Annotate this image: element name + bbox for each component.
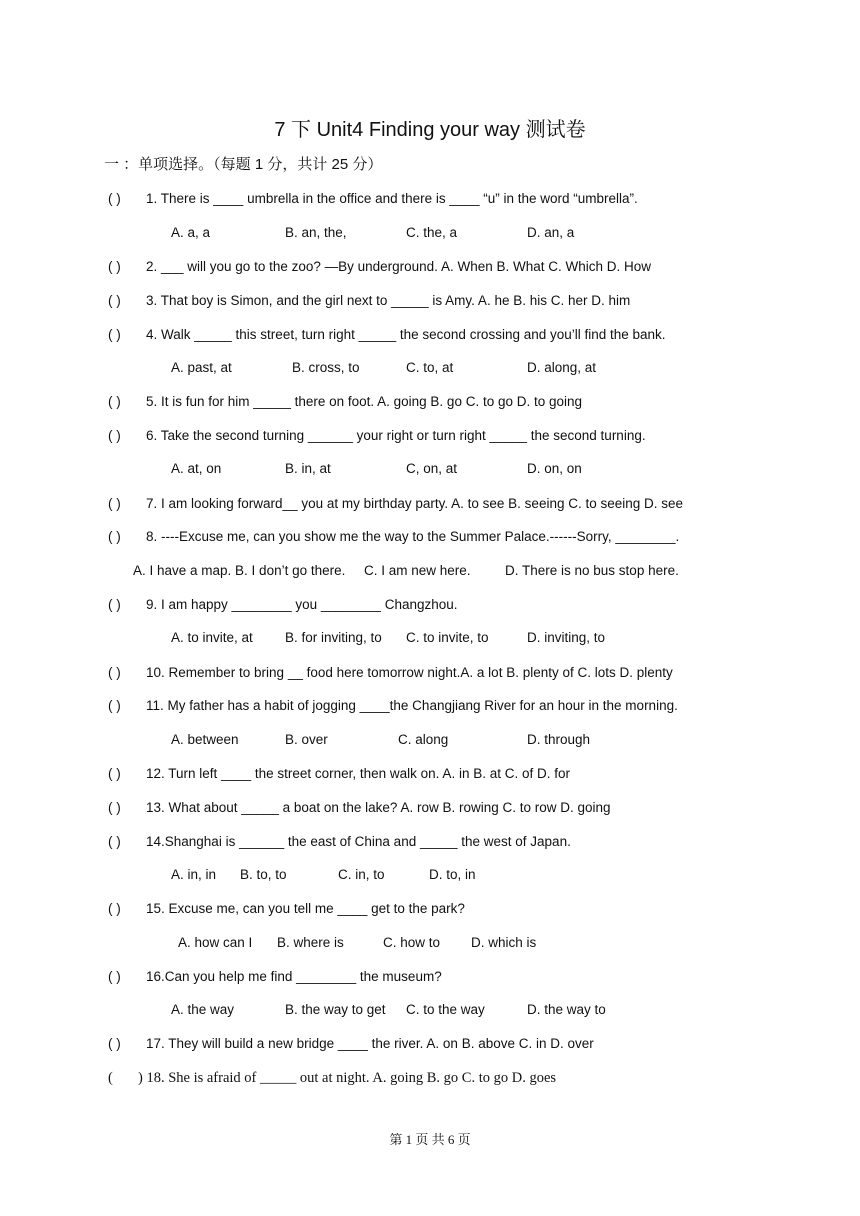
option-c: C. how to (383, 935, 441, 950)
question-text: 4. Walk _____ this street, turn right _____ the second crossing and you’ll find the bank. (146, 327, 666, 342)
answer-blank[interactable]: ( ) (108, 698, 121, 713)
option-b: B. the way to get (285, 1002, 386, 1017)
option-d: D. on, on (527, 461, 582, 476)
question-11 (108, 697, 678, 715)
option-c: C. along (398, 732, 449, 747)
answer-blank[interactable]: ( ) (108, 766, 121, 781)
option-c: C. to invite, to (406, 630, 489, 645)
option-a: A. in, in (171, 867, 217, 882)
question-text: 17. They will build a new bridge ____ the river. A. on B. above C. in D. over (146, 1036, 594, 1051)
question-18 (108, 1069, 556, 1087)
option-a: A. past, at (171, 360, 232, 375)
page-title: 7 下 Unit4 Finding your way 测试卷 (274, 119, 586, 141)
question-text: 6. Take the second turning ______ your right or turn right _____ the second turning. (146, 428, 646, 443)
question-text: 14.Shanghai is ______ the east of China and _____ the west of Japan. (146, 834, 571, 849)
question-text: 8. ----Excuse me, can you show me the way to the Summer Palace.------Sorry, ________. (146, 529, 680, 544)
question-13 (108, 799, 611, 817)
question-text: 3. That boy is Simon, and the girl next to _____ is Amy. A. he B. his C. her D. him (146, 293, 631, 308)
answer-blank[interactable]: ( ) (108, 428, 121, 443)
question-text: 1. There is ____ umbrella in the office and there is ____ “u” in the word “umbrella”. (146, 191, 638, 206)
question-text: 11. My father has a habit of jogging ____the Changjiang River for an hour in the morning. (146, 698, 678, 713)
question-text: 12. Turn left ____ the street corner, then walk on. A. in B. at C. of D. for (146, 766, 570, 781)
question-4 (108, 326, 666, 344)
answer-blank[interactable]: ( ) (108, 259, 121, 274)
option-a: A. the way (171, 1002, 235, 1017)
question-text: 7. I am looking forward__ you at my birthday party. A. to see B. seeing C. to seeing D. see (146, 496, 684, 511)
question-text: 15. Excuse me, can you tell me ____ get to the park? (146, 901, 465, 916)
answer-blank[interactable]: ( ) (108, 969, 121, 984)
option-b: B. cross, to (292, 360, 360, 375)
question-17 (108, 1035, 594, 1053)
question-10 (108, 664, 673, 682)
answer-blank[interactable]: ( ) (108, 529, 121, 544)
question-16 (108, 968, 442, 986)
question-9 (108, 596, 458, 614)
question-14 (108, 833, 571, 851)
question-text: 9. I am happy ________ you ________ Changzhou. (146, 597, 458, 612)
option-c: C. I am new here. (364, 563, 471, 578)
option-a: A. to invite, at (171, 630, 253, 645)
option-a-b: A. I have a map. B. I don’t go there. (133, 563, 346, 578)
page-footer: 第 1 页 共 6 页 (389, 1132, 471, 1147)
answer-blank[interactable]: ( (108, 1070, 113, 1086)
option-d: D. to, in (429, 867, 476, 882)
question-text: 10. Remember to bring __ food here tomorrow night.A. a lot B. plenty of C. lots D. plenty (146, 665, 673, 680)
option-d: D. an, a (527, 225, 575, 240)
option-d: D. the way to (527, 1002, 606, 1017)
question-8 (108, 528, 679, 546)
option-a: A. at, on (171, 461, 222, 476)
question-text: 2. ___ will you go to the zoo? —By underground. A. When B. What C. Which D. How (146, 259, 651, 274)
option-b: B. an, the, (285, 225, 347, 240)
option-b: B. for inviting, to (285, 630, 382, 645)
option-b: B. where is (277, 935, 344, 950)
answer-blank[interactable]: ( ) (108, 800, 121, 815)
question-12 (108, 765, 570, 783)
question-text: 13. What about _____ a boat on the lake? A. row B. rowing C. to row D. going (146, 800, 611, 815)
option-d: D. through (527, 732, 591, 747)
option-c: C. the, a (406, 225, 458, 240)
answer-blank[interactable]: ( ) (108, 901, 121, 916)
answer-blank[interactable]: ( ) (108, 665, 121, 680)
answer-blank[interactable]: ( ) (108, 496, 121, 511)
answer-blank[interactable]: ( ) (108, 191, 121, 206)
option-a: A. between (171, 732, 239, 747)
option-c: C, on, at (406, 461, 458, 476)
answer-blank[interactable]: ( ) (108, 327, 121, 342)
question-text: 16.Can you help me find ________ the museum? (146, 969, 442, 984)
question-text: ) 18. She is afraid of _____ out at night. A. going B. go C. to go D. goes (138, 1070, 557, 1086)
option-b: B. in, at (285, 461, 331, 476)
option-a: A. a, a (171, 225, 211, 240)
option-b: B. to, to (240, 867, 287, 882)
answer-blank[interactable]: ( ) (108, 1036, 121, 1051)
answer-blank[interactable]: ( ) (108, 293, 121, 308)
question-15 (108, 900, 465, 918)
question-7 (108, 495, 683, 513)
question-5 (108, 393, 582, 411)
question-2 (108, 258, 651, 276)
option-c: C. to, at (406, 360, 454, 375)
answer-blank[interactable]: ( ) (108, 394, 121, 409)
option-d: D. along, at (527, 360, 597, 375)
question-6 (108, 427, 646, 445)
answer-blank[interactable]: ( ) (108, 597, 121, 612)
answer-blank[interactable]: ( ) (108, 834, 121, 849)
option-d: D. There is no bus stop here. (505, 563, 679, 578)
option-c: C. in, to (338, 867, 385, 882)
option-a: A. how can I (178, 935, 253, 950)
question-text: 5. It is fun for him _____ there on foot. A. going B. go C. to go D. to going (146, 394, 583, 409)
option-d: D. which is (471, 935, 537, 950)
section-heading: 一 ：单项选择。（每题 1 分，共计 25 分） (104, 156, 383, 173)
option-b: B. over (285, 732, 328, 747)
question-3 (108, 292, 630, 310)
option-d: D. inviting, to (527, 630, 606, 645)
question-1 (108, 190, 638, 208)
option-c: C. to the way (406, 1002, 485, 1017)
